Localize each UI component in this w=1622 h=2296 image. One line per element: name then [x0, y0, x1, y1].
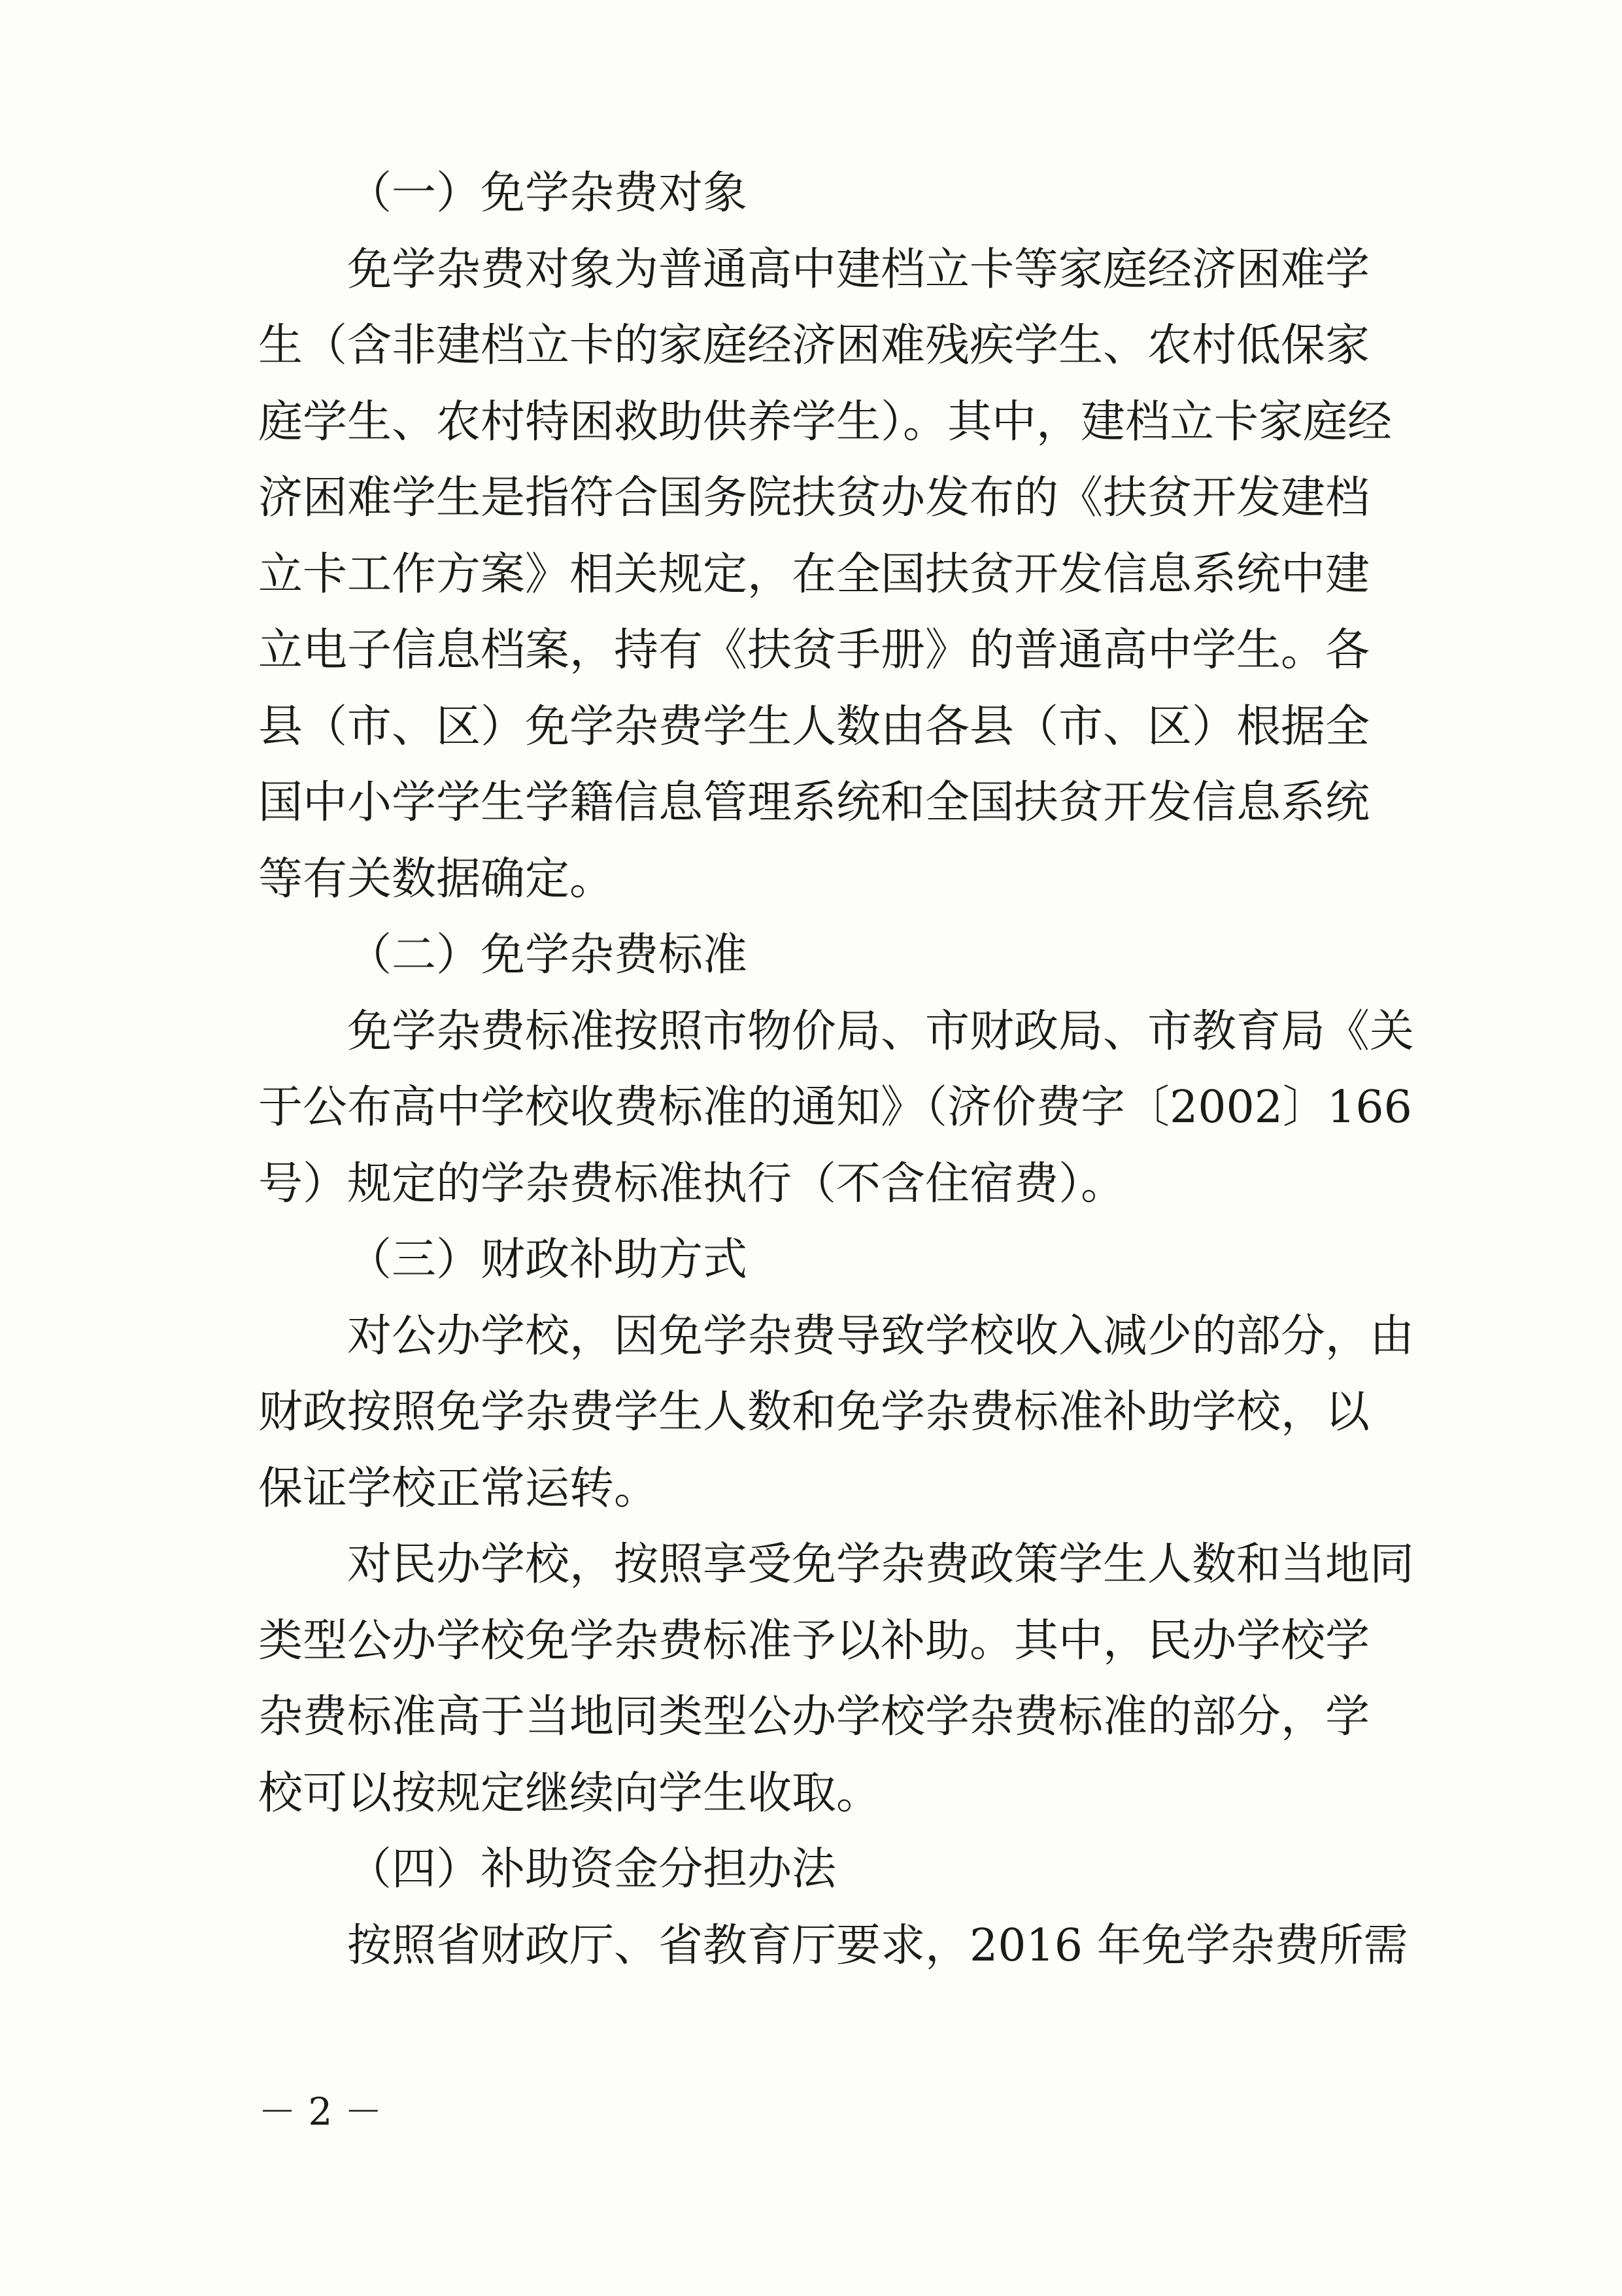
paragraph-line: 县（市、区）免学杂费学生人数由各县（市、区）根据全 — [258, 700, 1370, 753]
paragraph-line: 保证学校正常运转。 — [258, 1462, 659, 1515]
paragraph-line: 对民办学校，按照享受免学杂费政策学生人数和当地同 — [347, 1539, 1415, 1590]
paragraph-line: 类型公办学校免学杂费标准予以补助。其中，民办学校学 — [258, 1615, 1370, 1667]
paragraph-line: 立卡工作方案》相关规定，在全国扶贫开发信息系统中建 — [258, 548, 1370, 600]
paragraph-line: 按照省财政厅、省教育厅要求，2016 年免学杂费所需 — [347, 1919, 1408, 1972]
paragraph-line: 号）规定的学杂费标准执行（不含住宿费）。 — [258, 1157, 1126, 1210]
paragraph-line: 庭学生、农村特困救助供养学生）。其中，建档立卡家庭经 — [258, 396, 1393, 448]
section-heading: （三）财政补助方式 — [347, 1234, 748, 1286]
paragraph-line: 等有关数据确定。 — [258, 853, 615, 905]
paragraph-line: 免学杂费标准按照市物价局、市财政局、市教育局《关 — [347, 1005, 1415, 1057]
paragraph-line: 对公办学校，因免学杂费导致学校收入减少的部分，由 — [347, 1310, 1415, 1362]
paragraph-line: 于公布高中学校收费标准的通知》（济价费字〔2002〕166 — [258, 1082, 1412, 1133]
document-body — [258, 167, 1415, 2000]
paragraph-line: 生（含非建档立卡的家庭经济困难残疾学生、农村低保家 — [258, 320, 1370, 371]
paragraph-line: 免学杂费对象为普通高中建档立卡等家庭经济困难学 — [347, 243, 1370, 296]
section-heading: （四）补助资金分担办法 — [347, 1843, 837, 1895]
paragraph-line: 济困难学生是指符合国务院扶贫办发布的《扶贫开发建档 — [258, 472, 1370, 524]
paragraph-line: 杂费标准高于当地同类型公办学校学杂费标准的部分，学 — [258, 1691, 1370, 1743]
section-heading: （一）免学杂费对象 — [347, 167, 748, 219]
section-heading: （二）免学杂费标准 — [347, 929, 748, 981]
paragraph-line: 财政按照免学杂费学生人数和免学杂费标准补助学校，以 — [258, 1386, 1370, 1438]
page-number: － 2 － — [258, 2089, 382, 2134]
paragraph-line: 国中小学学生学籍信息管理系统和全国扶贫开发信息系统 — [258, 777, 1370, 829]
paragraph-line: 立电子信息档案，持有《扶贫手册》的普通高中学生。各 — [258, 625, 1370, 676]
paragraph-line: 校可以按规定继续向学生收取。 — [258, 1767, 881, 1819]
